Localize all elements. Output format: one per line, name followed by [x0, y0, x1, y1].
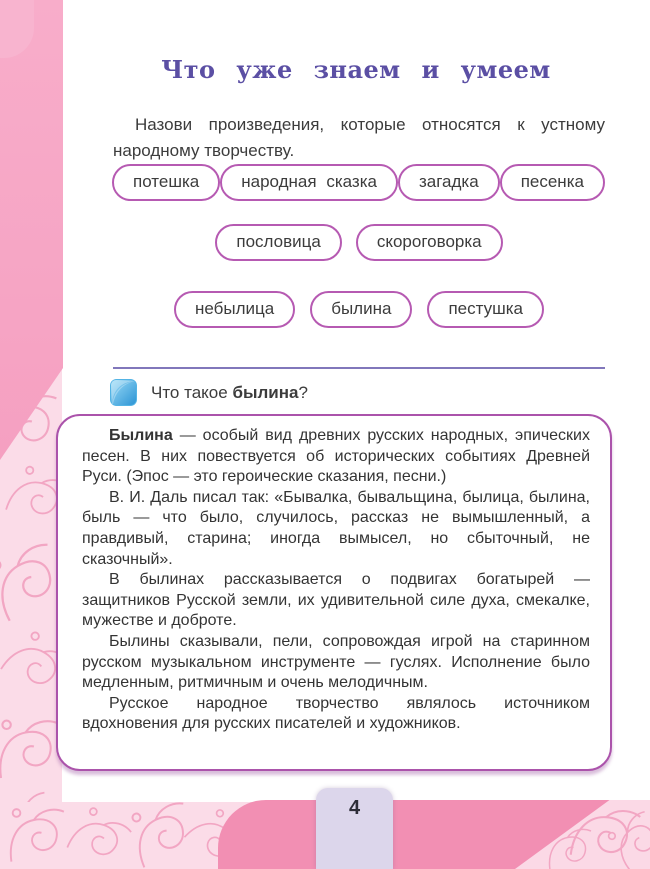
definition-paragraph: Былина — особый вид древних русских народных, эпических песен. В них повествуется об исторических событиях Древней Руси. (Эпос — это героические сказания, песни.): [82, 427, 590, 486]
band-highlight: [0, 0, 34, 58]
chip-nebylitsa: небылица: [174, 291, 295, 328]
definition-term: Былина: [109, 427, 173, 444]
question-text: Что такое былина?: [151, 382, 308, 402]
page-title: Что уже знаем и умеем: [161, 55, 551, 84]
page-number-tab: [316, 788, 393, 869]
chips-row-2: [113, 224, 605, 261]
question-row: [110, 379, 308, 406]
chip-zagadka: загадка: [398, 164, 500, 201]
chip-pestushka: пестушка: [427, 291, 544, 328]
chips-row-3: [113, 291, 605, 328]
chip-pesenka: песенка: [500, 164, 605, 201]
definition-paragraph: В былинах рассказывается о подвигах богатырей — защитников Русской земли, их удивительной силе духа, смекалке, мужестве и доброте.: [82, 571, 590, 630]
definition-paragraph: В. И. Даль писал так: «Бывалка, бывальщина, былица, былина, быль — что было, случилось, рассказ не вымышленный, а правдивый, старина; иногда вымысел, но сбыточный, не сказочный».: [82, 488, 590, 568]
page-number: 4: [348, 797, 361, 819]
chip-poslovitsa: пословица: [215, 224, 341, 261]
chip-poteshka: потешка: [112, 164, 220, 201]
chip-skorogovorka: скороговорка: [356, 224, 503, 261]
definition-box: [56, 414, 612, 771]
instruction-text: Назови произведения, которые относятся к устному народному творчеству.: [113, 115, 605, 160]
question-term: былина: [232, 382, 299, 402]
chip-bylina: былина: [310, 291, 412, 328]
chips-row-1: [112, 164, 601, 201]
definition-paragraph: Былины сказывали, пели, сопровождая игрой на старинном русском музыкальном инструменте — гуслях. Исполнение было медленным, ритмичным и очень мелодичным.: [82, 632, 590, 692]
section-divider: [113, 367, 605, 369]
chip-narodnaya-skazka: народная сказка: [220, 164, 398, 201]
definition-paragraph: Русское народное творчество являлось источником вдохновения для русских писателей и художников.: [82, 694, 590, 733]
blue-square-bullet-icon: [110, 379, 137, 406]
